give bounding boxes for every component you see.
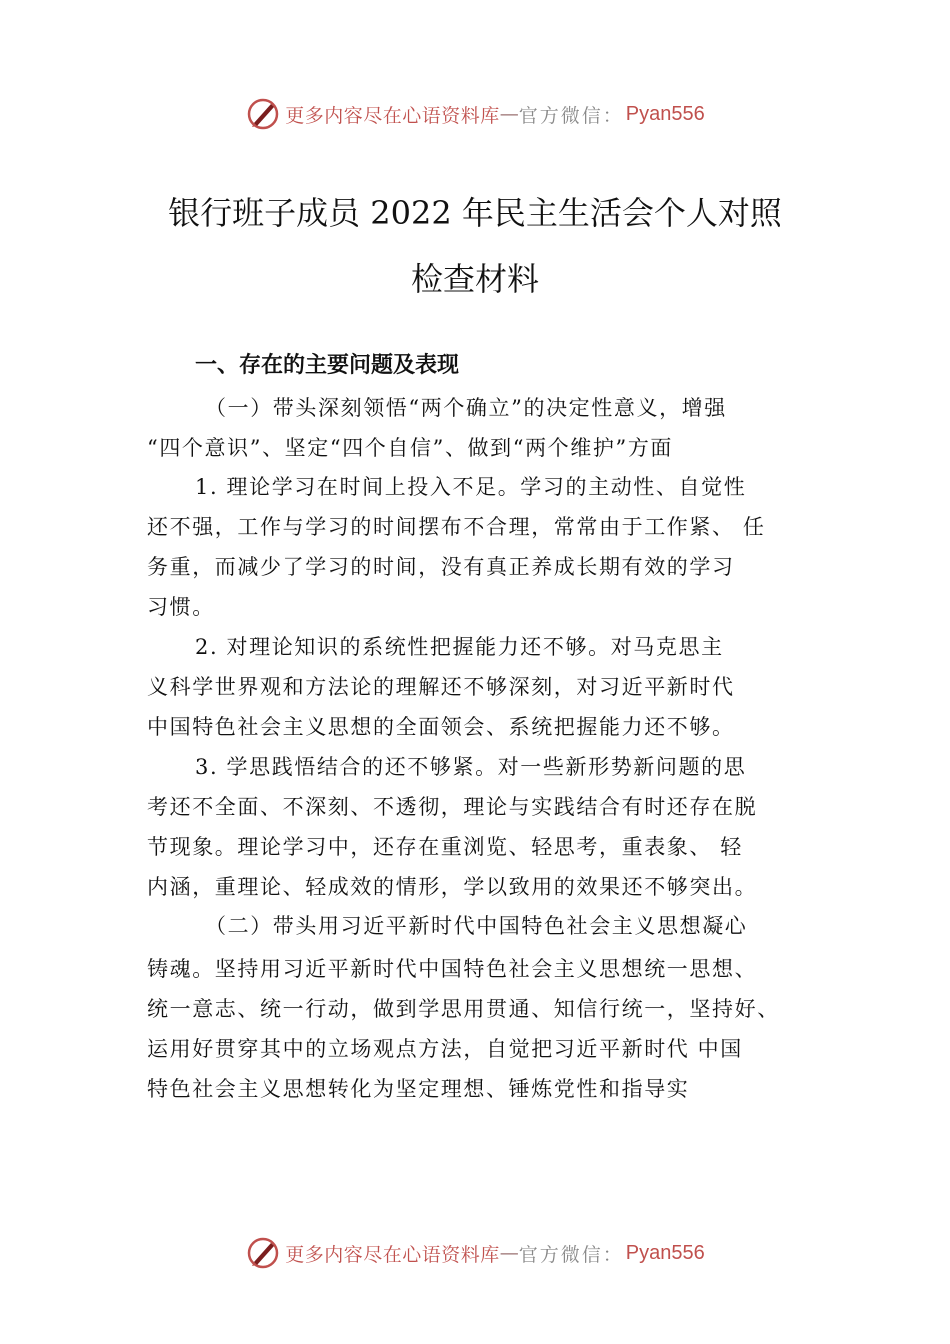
body-line: 3. 学思践悟结合的还不够紧。对一些新形势新问题的思 — [195, 755, 747, 779]
body-line: 内涵，重理论、轻成效的情形，学以致用的效果还不够突出。 — [147, 875, 758, 899]
body-line: 还不强，工作与学习的时间摆布不合理，常常由于工作紧、 任 — [147, 515, 766, 539]
body-line: 务重，而减少了学习的时间，没有真正养成长期有效的学习 — [147, 555, 735, 579]
footer-watermark — [0, 1233, 950, 1273]
body-line: 义科学世界观和方法论的理解还不够深刻，对习近平新时代 — [147, 675, 735, 699]
pen-logo-icon — [245, 1235, 281, 1271]
pen-logo-icon — [245, 96, 281, 132]
watermark-site: 更多内容尽在心语资料库 — [285, 104, 500, 127]
body-line: 考还不全面、不深刻、不透彻，理论与实践结合有时还存在脱 — [147, 795, 758, 819]
body-line: 铸魂。坚持用习近平新时代中国特色社会主义思想统一思想、 — [147, 957, 758, 981]
body-line: 1. 理论学习在时间上投入不足。学习的主动性、自觉性 — [195, 475, 747, 499]
body-line: 2. 对理论知识的系统性把握能力还不够。对马克思主 — [195, 635, 724, 659]
body-line: 节现象。理论学习中，还存在重浏览、轻思考，重表象、 轻 — [147, 835, 743, 859]
body-line: “四个意识”、坚定“四个自信”、做到“两个维护”方面 — [147, 436, 674, 460]
header-watermark — [0, 94, 950, 134]
document-title-line1: 银行班子成员 2022 年民主生活会个人对照 — [168, 194, 782, 232]
body-line: 中国特色社会主义思想的全面领会、系统把握能力还不够。 — [147, 715, 735, 739]
watermark-site: 更多内容尽在心语资料库 — [285, 1243, 500, 1266]
watermark-label: 官方微信： — [518, 1243, 624, 1266]
body-line: 运用好贯穿其中的立场观点方法，自觉把习近平新时代 中国 — [147, 1037, 743, 1061]
watermark-id: Pyan556 — [625, 1241, 705, 1264]
body-line: 统一意志、统一行动，做到学思用贯通、知信行统一，坚持好、 — [147, 997, 780, 1021]
watermark-dash: — — [499, 1242, 519, 1264]
body-line: （二）带头用习近平新时代中国特色社会主义思想凝心 — [205, 914, 748, 938]
watermark-id: Pyan556 — [625, 102, 705, 125]
document-title-line2: 检查材料 — [410, 260, 539, 298]
watermark-label: 官方微信： — [518, 104, 624, 127]
section-heading: 一、存在的主要问题及表现 — [195, 353, 460, 378]
watermark-dash: — — [499, 103, 519, 125]
body-line: 习惯。 — [147, 595, 215, 619]
body-line: （一）带头深刻领悟“两个确立”的决定性意义，增强 — [205, 396, 727, 420]
body-line: 特色社会主义思想转化为坚定理想、锤炼党性和指导实 — [147, 1077, 690, 1101]
